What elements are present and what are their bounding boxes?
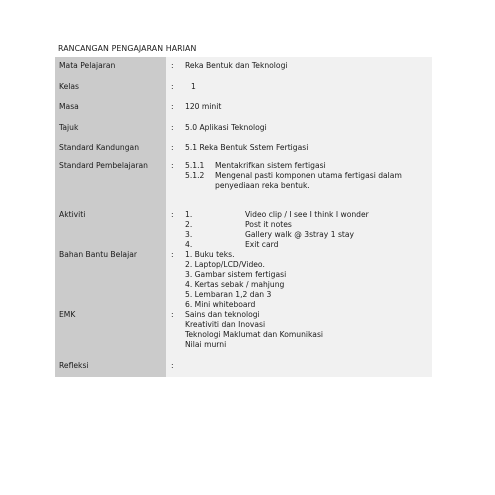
bahan-item-2: 2. Laptop/LCD/Video. [185, 260, 265, 269]
value-mata-pelajaran: Reka Bentuk dan Teknologi [185, 61, 288, 70]
emk-item-2: Kreativiti dan Inovasi [185, 320, 266, 329]
label-standard-pembelajaran: Standard Pembelajaran [59, 161, 148, 170]
sp-text-2: Mengenal pasti komponen utama fertigasi dalam [215, 171, 402, 180]
value-standard-kandungan: 5.1 Reka Bentuk Sstem Fertigasi [185, 143, 309, 152]
sp-text-2-cont: penyediaan reka bentuk. [215, 181, 310, 190]
label-standard-kandungan: Standard Kandungan [59, 143, 140, 152]
label-tajuk: Tajuk [59, 123, 79, 132]
label-bahan-bantu-belajar: Bahan Bantu Belajar [59, 250, 137, 259]
label-aktiviti: Aktiviti [59, 210, 86, 219]
aktiviti-text-1: Video clip / I see I think I wonder [245, 210, 369, 219]
aktiviti-num-3: 3. [185, 230, 193, 239]
bahan-item-6: 6. Mini whiteboard [185, 300, 256, 309]
value-masa: 120 minit [185, 102, 222, 111]
bahan-item-5: 5. Lembaran 1,2 dan 3 [185, 290, 272, 299]
value-kelas: 1 [191, 82, 196, 91]
colon: : [171, 143, 174, 152]
colon: : [171, 82, 174, 91]
label-refleksi: Refleksi [59, 361, 89, 370]
aktiviti-num-2: 2. [185, 220, 193, 229]
label-mata-pelajaran: Mata Pelajaran [59, 61, 116, 70]
colon: : [171, 123, 174, 132]
bahan-item-3: 3. Gambar sistem fertigasi [185, 270, 287, 279]
aktiviti-num-1: 1. [185, 210, 193, 219]
aktiviti-num-4: 4. [185, 240, 193, 249]
label-masa: Masa [59, 102, 79, 111]
lesson-plan-table [55, 57, 432, 377]
colon: : [171, 102, 174, 111]
sp-num-1: 5.1.1 [185, 161, 205, 170]
sp-text-1: Mentakrifkan sistem fertigasi [215, 161, 326, 170]
colon: : [171, 361, 174, 370]
bahan-item-4: 4. Kertas sebak / mahjung [185, 280, 285, 289]
colon: : [171, 210, 174, 219]
page-title: RANCANGAN PENGAJARAN HARIAN [58, 44, 197, 53]
label-kelas: Kelas [59, 82, 79, 91]
colon: : [171, 310, 174, 319]
value-tajuk: 5.0 Aplikasi Teknologi [185, 123, 267, 132]
colon: : [171, 161, 174, 170]
aktiviti-text-2: Post it notes [245, 220, 292, 229]
label-emk: EMK [59, 310, 76, 319]
colon: : [171, 250, 174, 259]
aktiviti-text-4: Exit card [245, 240, 279, 249]
sp-num-2: 5.1.2 [185, 171, 205, 180]
emk-item-3: Teknologi Maklumat dan Komunikasi [185, 330, 324, 339]
emk-item-1: Sains dan teknologi [185, 310, 260, 319]
emk-item-4: Nilai murni [185, 340, 227, 349]
colon: : [171, 61, 174, 70]
aktiviti-text-3: Gallery walk @ 3stray 1 stay [245, 230, 355, 239]
bahan-item-1: 1. Buku teks. [185, 250, 235, 259]
